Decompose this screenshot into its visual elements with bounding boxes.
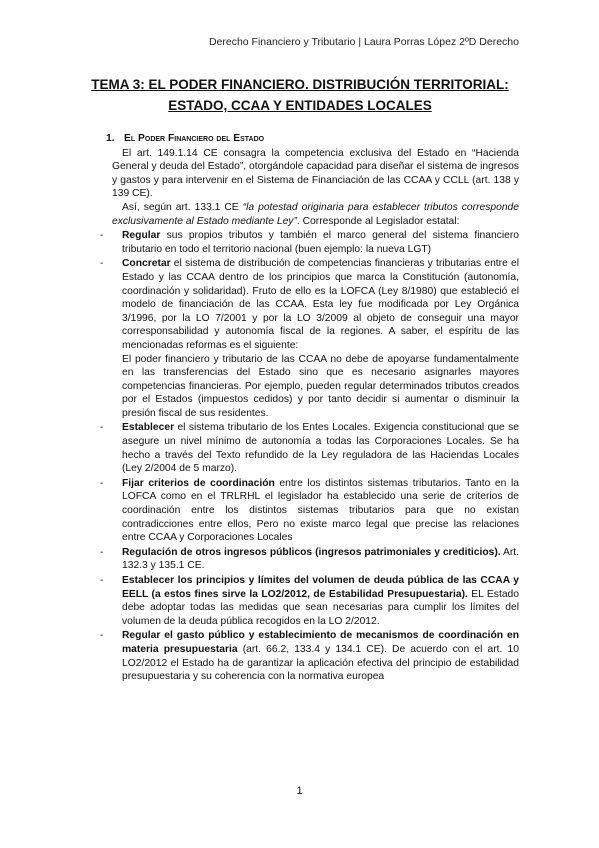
paragraph-2 bbox=[112, 201, 519, 228]
paragraph-2-end: . Corresponde al Legislador estatal: bbox=[296, 215, 460, 227]
title-line-1: TEMA 3: EL PODER FINANCIERO. DISTRIBUCIÓN TERRITORIAL: bbox=[91, 77, 509, 92]
page-header: Derecho Financiero y Tributario | Laura Porras López 2ºD Derecho bbox=[208, 36, 519, 48]
paragraph-2-quote: “la potestad originaria para establecer tributos corresponde exclusivamente al Estado mediante Ley” bbox=[112, 201, 520, 227]
list-item: - Regulación de otros ingresos públicos (ingresos patrimoniales y crediticios). Art. 132.3 y 135.1 CE. bbox=[112, 546, 519, 573]
list-item: - Regular sus propios tributos y también el marco general del sistema financiero tributario en todo el territorio nacional (buen ejemplo: la nueva LGT) bbox=[112, 229, 519, 256]
page-number: 1 bbox=[296, 785, 303, 797]
list-item: - Regular el gasto público y establecimiento de mecanismos de coordinación en materia presupuestaria (art. 66.2, 133.4 y 134.1 CE). De acuerdo con el art. 10 LO2/2012 el Estado ha de garantizar la aplicación efectiva del principio de estabilidad presupuestaria y su coherencia con la normativa europea bbox=[112, 629, 519, 683]
list-item: - Establecer el sistema tributario de los Entes Locales. Exigencia constitucional que se asegure un nivel mínimo de autonomía a todas las Corporaciones Locales. Se ha hecho a través del Texto refundido de la Ley reguladora de las Haciendas Locales (Ley 2/2004 de 5 marzo). bbox=[112, 421, 519, 475]
title-line-2: ESTADO, CCAA Y ENTIDADES LOCALES bbox=[168, 98, 432, 113]
list-subparagraph: El poder financiero y tributario de las CCAA no debe de apoyarse fundamentalmente en las transferencias del Estado sino que es necesario asignarles mayores competencias financieras. Por ejemplo, pueden regular determinados tributos creados por el Estados (impuestos cedidos) y por tanto decidir si aumentar o disminuir la presión fiscal de sus residentes. bbox=[122, 353, 519, 419]
list-item: - Concretar el sistema de distribución de competencias financieras y tributarias entre el Estado y las CCAA dentro de los principios que marca la Constitución (autonomía, coordinación y solidaridad). Fruto de ello es la LOFCA (Ley 8/1980) que estableció el modelo de financiación de las CCAA. Esta ley fue modificada por Ley Orgánica 3/1996, por la LO 7/2001 y por la LO 3/2009 al objeto de conseguir una mayor corresponsabilidad y autonomía fiscal de la regiones. A saber, el espíritu de las mencionadas reformas es el siguiente: El poder financiero y tributario de las CCAA no debe de apoyarse fundamentalmente en las transferencias del Estado sino que es necesario asignarles mayores competencias financieras. Por ejemplo, pueden regular determinados tributos creados por el Estados (impuestos cedidos) y por tanto decidir si aumentar o disminuir la presión fiscal de sus residentes. bbox=[112, 257, 519, 420]
section-number: 1. bbox=[106, 133, 115, 144]
paragraph-1: El art. 149.1.14 CE consagra la competencia exclusiva del Estado en “Hacienda General y deuda del Estado”, otorgándole capacidad para diseñar el sistema de ingresos y gastos y para intervenir en el Sistema de Financiación de las CCAA y CCLL (art. 138 y 139 CE). bbox=[112, 147, 519, 200]
paragraph-2-start: Así, según art. 133.1 CE bbox=[122, 201, 243, 213]
section-heading bbox=[106, 132, 519, 146]
list-item: - Establecer los principios y límites del volumen de deuda pública de las CCAA y EELL (a estos fines sirve la LO2/2012, de Estabilidad Presupuestaria). EL Estado debe adoptar todas las medidas que sean necesarias para cumplir los límites del volumen de la deuda pública recogidos en la LO 2/2012. bbox=[112, 574, 519, 628]
list-item: - Fijar criterios de coordinación entre los distintos sistemas tributarios. Tanto en la LOFCA como en el TRLRHL el legislador ha establecido una serie de criterios de coordinación entre los distintos sistemas tributarios para que no existan contradicciones entre ellos, Pero no existe marco legal que precise las relaciones entre CCAA y Corporaciones Locales bbox=[112, 477, 519, 545]
section-title: El Poder Financiero del Estado bbox=[124, 133, 265, 144]
document-body bbox=[106, 132, 520, 685]
competence-list bbox=[112, 229, 519, 684]
document-title bbox=[70, 74, 530, 116]
